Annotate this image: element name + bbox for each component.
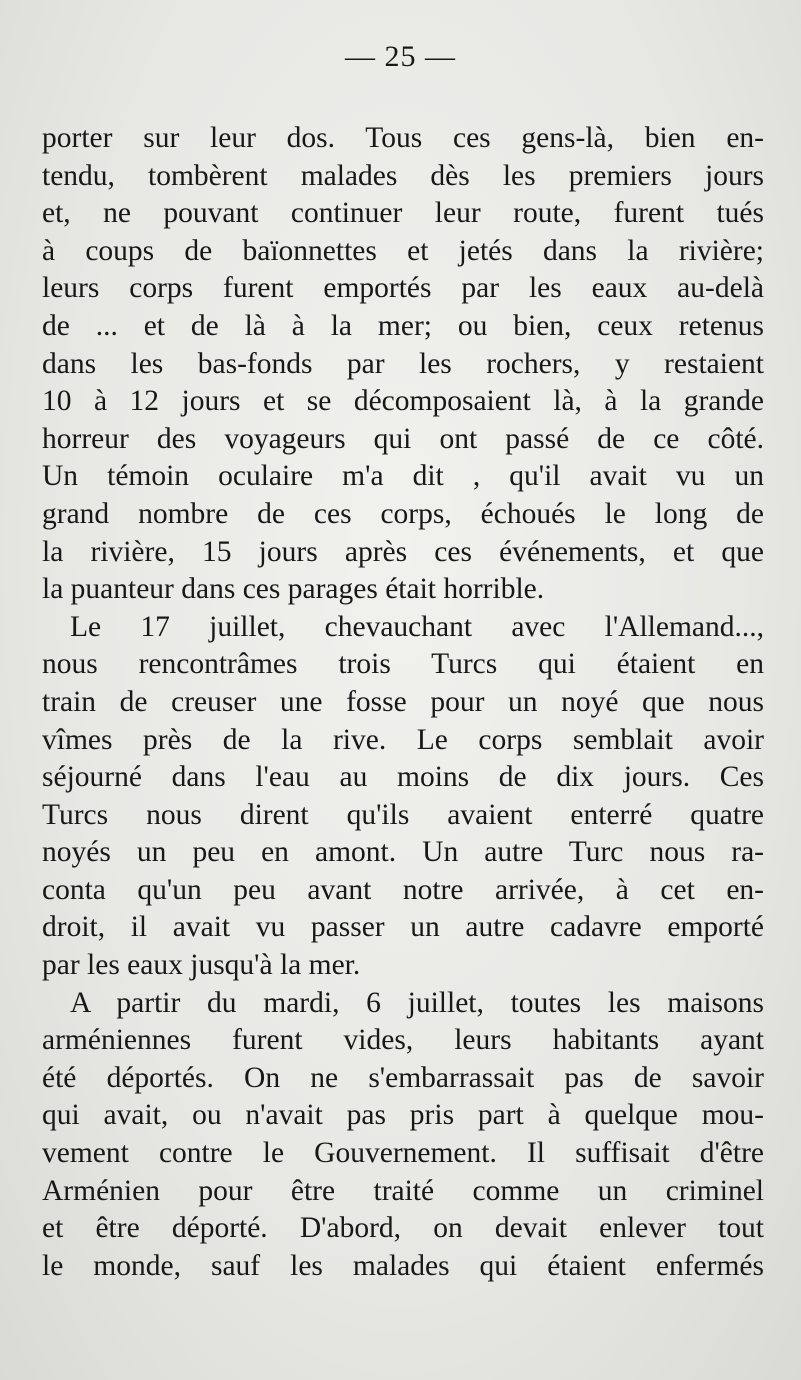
text-line: train de creuser une fosse pour un noyé que nous bbox=[42, 685, 764, 718]
text-line: Un témoin oculaire m'a dit , qu'il avait vu un bbox=[42, 460, 764, 493]
text-line: la rivière, 15 jours après ces événements, et que bbox=[42, 535, 764, 568]
text-line: 10 à 12 jours et se décomposaient là, à la grande bbox=[42, 385, 764, 418]
text-line: le monde, sauf les malades qui étaient enfermés bbox=[42, 1249, 764, 1282]
text-line: Le 17 juillet, chevauchant avec l'Allemand..., bbox=[70, 610, 764, 643]
paragraph-3 bbox=[42, 985, 764, 1286]
text-line: dans les bas-fonds par les rochers, y restaient bbox=[42, 347, 764, 380]
text-line: horreur des voyageurs qui ont passé de ce côté. bbox=[42, 422, 764, 455]
paragraph-2 bbox=[42, 609, 764, 985]
text-line: de ... et de là à la mer; ou bien, ceux retenus bbox=[42, 309, 764, 342]
page-number: — 25 — bbox=[345, 40, 456, 73]
text-line: leurs corps furent emportés par les eaux au-delà bbox=[42, 272, 764, 305]
text-line: à coups de baïonnettes et jetés dans la rivière; bbox=[42, 234, 764, 267]
text-line: noyés un peu en amont. Un autre Turc nous ra- bbox=[42, 836, 764, 869]
text-line: Arménien pour être traité comme un criminel bbox=[42, 1174, 764, 1207]
text-line: tendu, tombèrent malades dès les premiers jours bbox=[42, 159, 764, 192]
text-line: qui avait, ou n'avait pas pris part à quelque mou- bbox=[42, 1099, 764, 1132]
text-line: droit, il avait vu passer un autre cadavre emporté bbox=[42, 911, 764, 944]
text-line: été déportés. On ne s'embarrassait pas de savoir bbox=[42, 1061, 764, 1094]
text-line: arméniennes furent vides, leurs habitants ayant bbox=[42, 1024, 764, 1057]
text-line: vement contre le Gouvernement. Il suffisait d'être bbox=[42, 1137, 764, 1170]
body-text bbox=[42, 120, 764, 1285]
text-line: la puanteur dans ces parages était horrible. bbox=[42, 573, 545, 606]
text-line: nous rencontrâmes trois Turcs qui étaient en bbox=[42, 648, 764, 681]
text-line: porter sur leur dos. Tous ces gens-là, bien en- bbox=[42, 122, 764, 154]
text-line: par les eaux jusqu'à la mer. bbox=[42, 949, 361, 982]
text-line: Turcs nous dirent qu'ils avaient enterré quatre bbox=[42, 798, 764, 831]
text-line: conta qu'un peu avant notre arrivée, à cet en- bbox=[42, 873, 764, 906]
text-line: séjourné dans l'eau au moins de dix jours. Ces bbox=[42, 761, 764, 794]
text-line: A partir du mardi, 6 juillet, toutes les maisons bbox=[70, 986, 764, 1019]
paragraph-1 bbox=[42, 120, 764, 609]
text-line: et, ne pouvant continuer leur route, furent tués bbox=[42, 197, 764, 230]
text-line: et être déporté. D'abord, on devait enlever tout bbox=[42, 1212, 764, 1245]
text-line: grand nombre de ces corps, échoués le long de bbox=[42, 497, 764, 530]
text-line: vîmes près de la rive. Le corps semblait avoir bbox=[42, 723, 764, 756]
